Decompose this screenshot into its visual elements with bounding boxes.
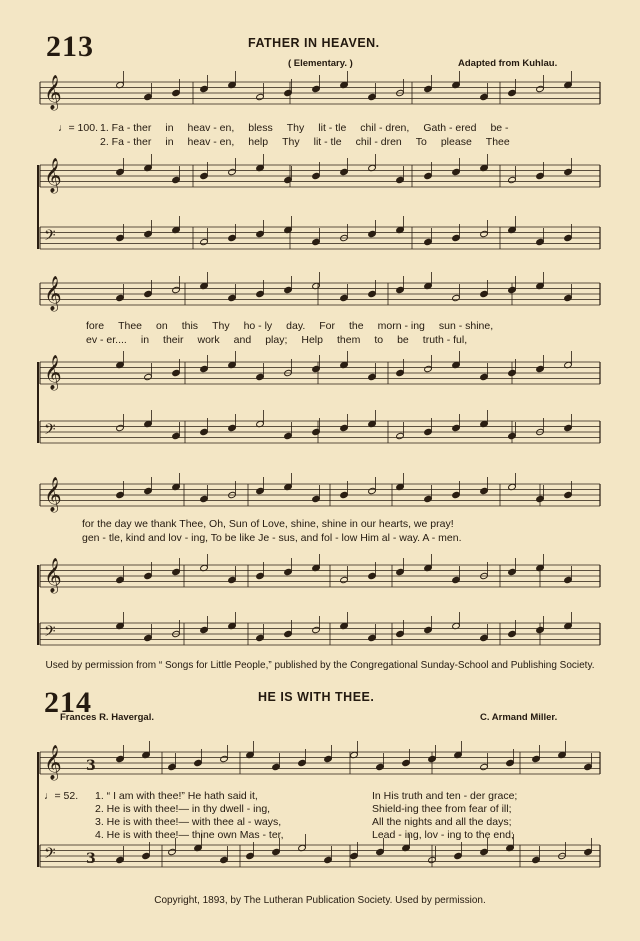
note (424, 85, 433, 92)
note (376, 848, 385, 855)
note (396, 176, 405, 183)
note (144, 572, 153, 579)
note (340, 294, 349, 301)
lyric-word: To (415, 136, 427, 148)
note (480, 230, 489, 237)
note (376, 763, 385, 770)
hymn-number: 214 (44, 686, 92, 719)
note (144, 93, 153, 100)
lyric-line: gen - tle, kind and lov - ing, To be like Je - sus, and fol - low Him al - way. A - men. (82, 532, 462, 544)
lyric-word: Help (301, 334, 323, 346)
note (200, 428, 209, 435)
lyric-line (86, 334, 481, 346)
note (228, 424, 237, 431)
lyric-word: in (165, 136, 174, 148)
lyric-word: this (181, 320, 199, 332)
note (564, 491, 573, 498)
note (116, 294, 125, 301)
note (200, 495, 209, 502)
lyric-word: morn - ing (377, 320, 425, 332)
note (116, 491, 125, 498)
lyric-word: Thy (286, 122, 305, 134)
note (144, 230, 153, 237)
note (144, 634, 153, 641)
time-signature: 3 (86, 758, 96, 774)
note (368, 634, 377, 641)
lyric-word: 1. Fa - ther (100, 122, 152, 134)
note (340, 424, 349, 431)
lyric-word: Thee (118, 320, 143, 332)
note (142, 852, 151, 859)
note (200, 172, 209, 179)
hymn-attribution: Adapted from Kuhlau. (458, 58, 558, 69)
note (256, 572, 265, 579)
note (144, 290, 153, 297)
lyric-line (86, 320, 507, 332)
note (284, 630, 293, 637)
lyric-word: Thy (282, 136, 300, 148)
note (424, 626, 433, 633)
note (508, 369, 517, 376)
note (564, 294, 573, 301)
lyric-word: lit - tle (313, 136, 342, 148)
note (368, 487, 377, 494)
treble-clef: 𝄞 (44, 276, 62, 311)
note (284, 568, 293, 575)
note (144, 487, 153, 494)
copyright-note: Copyright, 1893, by The Lutheran Publication Society. Used by permission. (154, 895, 486, 906)
bass-clef: 𝄢 (44, 421, 56, 442)
hymn-composer: C. Armand Miller. (480, 712, 558, 723)
note (452, 576, 461, 583)
lyric-word: day. (286, 320, 306, 332)
note (256, 93, 265, 100)
note (396, 369, 405, 376)
note (144, 373, 153, 380)
note (536, 365, 545, 372)
lyric-word: Thee (485, 136, 510, 148)
note (508, 432, 517, 439)
bass-clef: 𝄢 (44, 623, 56, 644)
verse-line: 3. He is with thee!— with thee al - ways, (95, 816, 282, 828)
lyric-word: chil - dren, (360, 122, 410, 134)
note (228, 294, 237, 301)
note (480, 487, 489, 494)
lyric-word: in (165, 122, 174, 134)
note (312, 428, 321, 435)
note (508, 176, 517, 183)
note (168, 848, 177, 855)
note (172, 568, 181, 575)
hymn-author: Frances R. Havergal. (60, 712, 154, 723)
lyric-word: please (440, 136, 472, 148)
note (428, 755, 437, 762)
note (172, 369, 181, 376)
note (298, 759, 307, 766)
note (536, 626, 545, 633)
lyric-word: truth - ful, (422, 334, 468, 346)
note (424, 238, 433, 245)
bass-clef: 𝄢 (44, 845, 56, 866)
note (368, 230, 377, 237)
note (172, 176, 181, 183)
note (396, 432, 405, 439)
lyric-word: sun - shine, (438, 320, 494, 332)
lyric-word: heav - en, (187, 122, 235, 134)
permission-note: Used by permission from “ Songs for Little People,” published by the Congregational Sunday-School and Publishing Society. (45, 660, 595, 671)
note (350, 852, 359, 859)
note (368, 93, 377, 100)
lyric-word: chil - dren (355, 136, 402, 148)
note (116, 856, 125, 863)
hymn-subtitle: ( Elementary. ) (288, 58, 353, 69)
note (256, 230, 265, 237)
note (324, 856, 333, 863)
verse-line: 2. He is with thee!— in thy dwell - ing, (95, 803, 271, 815)
note (396, 568, 405, 575)
note (424, 365, 433, 372)
note (396, 286, 405, 293)
time-signature: 3 (86, 851, 96, 867)
hymn-number: 213 (46, 30, 94, 63)
note (536, 238, 545, 245)
note (452, 424, 461, 431)
lyric-word: 2. Fa - ther (100, 136, 152, 148)
note (172, 286, 181, 293)
note (172, 432, 181, 439)
note (272, 763, 281, 770)
note (312, 495, 321, 502)
note (480, 848, 489, 855)
note (116, 424, 125, 431)
lyric-word: to (374, 334, 384, 346)
note (454, 852, 463, 859)
lyric-word: the (349, 320, 364, 332)
note (584, 848, 593, 855)
note (532, 856, 541, 863)
lyric-word: them (336, 334, 361, 346)
note (116, 755, 125, 762)
note (256, 634, 265, 641)
note (200, 365, 209, 372)
note (340, 576, 349, 583)
lyric-word: heav - en, (187, 136, 235, 148)
verse-line: Shield-ing thee from fear of ill; (372, 803, 512, 815)
lyric-word: their (163, 334, 184, 346)
note (324, 755, 333, 762)
note (402, 759, 411, 766)
note (452, 234, 461, 241)
note (340, 491, 349, 498)
note (506, 759, 515, 766)
note (312, 365, 321, 372)
note (312, 238, 321, 245)
note (312, 626, 321, 633)
treble-clef: 𝄞 (44, 477, 62, 512)
note (508, 286, 517, 293)
note (172, 89, 181, 96)
lyric-word: help (248, 136, 269, 148)
tempo-mark: ♩= 100. (58, 122, 98, 134)
tempo-mark: ♩= 52. (44, 790, 79, 802)
note (564, 576, 573, 583)
note (246, 852, 255, 859)
lyric-word: on (156, 320, 168, 332)
lyric-word: work (197, 334, 220, 346)
treble-clef: 𝄞 (44, 745, 62, 780)
note (220, 856, 229, 863)
note (256, 373, 265, 380)
note (116, 168, 125, 175)
note (480, 763, 489, 770)
note (508, 89, 517, 96)
note (256, 290, 265, 297)
note (584, 763, 593, 770)
note (220, 755, 229, 762)
lyric-word: play; (265, 334, 288, 346)
note (200, 626, 209, 633)
lyric-word: For (319, 320, 335, 332)
note (340, 168, 349, 175)
treble-clef: 𝄞 (44, 158, 62, 193)
treble-clef: 𝄞 (44, 558, 62, 593)
lyric-line (100, 136, 524, 148)
verse-line: In His truth and ten - der grace; (372, 790, 518, 802)
note (228, 168, 237, 175)
lyric-word: in (140, 334, 150, 346)
note (564, 168, 573, 175)
note (200, 85, 209, 92)
note (508, 630, 517, 637)
note (284, 432, 293, 439)
note (480, 93, 489, 100)
note (368, 290, 377, 297)
note (452, 168, 461, 175)
note (564, 424, 573, 431)
lyric-word: bless (248, 122, 273, 134)
note (424, 172, 433, 179)
note (256, 487, 265, 494)
note (564, 234, 573, 241)
note (480, 373, 489, 380)
note (452, 491, 461, 498)
verse-line: Lead - ing, lov - ing to the end; (372, 829, 514, 841)
note (480, 290, 489, 297)
verse-line: All the nights and all the days; (372, 816, 512, 828)
note (312, 172, 321, 179)
note (368, 572, 377, 579)
note (168, 763, 177, 770)
lyric-line: for the day we thank Thee, Oh, Sun of Love, shine, shine in our hearts, we pray! (82, 518, 454, 530)
hymn-title: FATHER IN HEAVEN. (248, 36, 380, 50)
lyric-word: ho - ly (243, 320, 273, 332)
note (452, 294, 461, 301)
lyric-word: be (397, 334, 409, 346)
bass-clef: 𝄢 (44, 227, 56, 248)
note (396, 630, 405, 637)
note (284, 286, 293, 293)
note (424, 495, 433, 502)
lyric-word: lit - tle (318, 122, 347, 134)
lyric-word: be - (490, 122, 509, 134)
note (312, 85, 321, 92)
note (116, 576, 125, 583)
note (284, 176, 293, 183)
note (272, 848, 281, 855)
note (508, 568, 517, 575)
note (116, 234, 125, 241)
note (284, 89, 293, 96)
verse-line: 4. He is with thee!— thine own Mas - ter, (95, 829, 284, 841)
lyric-word: ev - er.... (86, 334, 127, 346)
note (368, 373, 377, 380)
note (536, 495, 545, 502)
note (228, 234, 237, 241)
verse-line: 1. “ I am with thee!” He hath said it, (95, 790, 258, 802)
lyric-line (100, 122, 523, 134)
lyric-word: Thy (212, 320, 230, 332)
lyric-word: and (233, 334, 252, 346)
note (200, 238, 209, 245)
lyric-word: fore (86, 320, 105, 332)
note (536, 85, 545, 92)
note (228, 576, 237, 583)
note (194, 759, 203, 766)
note (480, 634, 489, 641)
note (532, 755, 541, 762)
note (536, 172, 545, 179)
hymn-title: HE IS WITH THEE. (258, 690, 375, 704)
note (424, 428, 433, 435)
lyric-word: Gath - ered (423, 122, 477, 134)
treble-clef: 𝄞 (44, 355, 62, 390)
treble-clef: 𝄞 (44, 75, 62, 110)
